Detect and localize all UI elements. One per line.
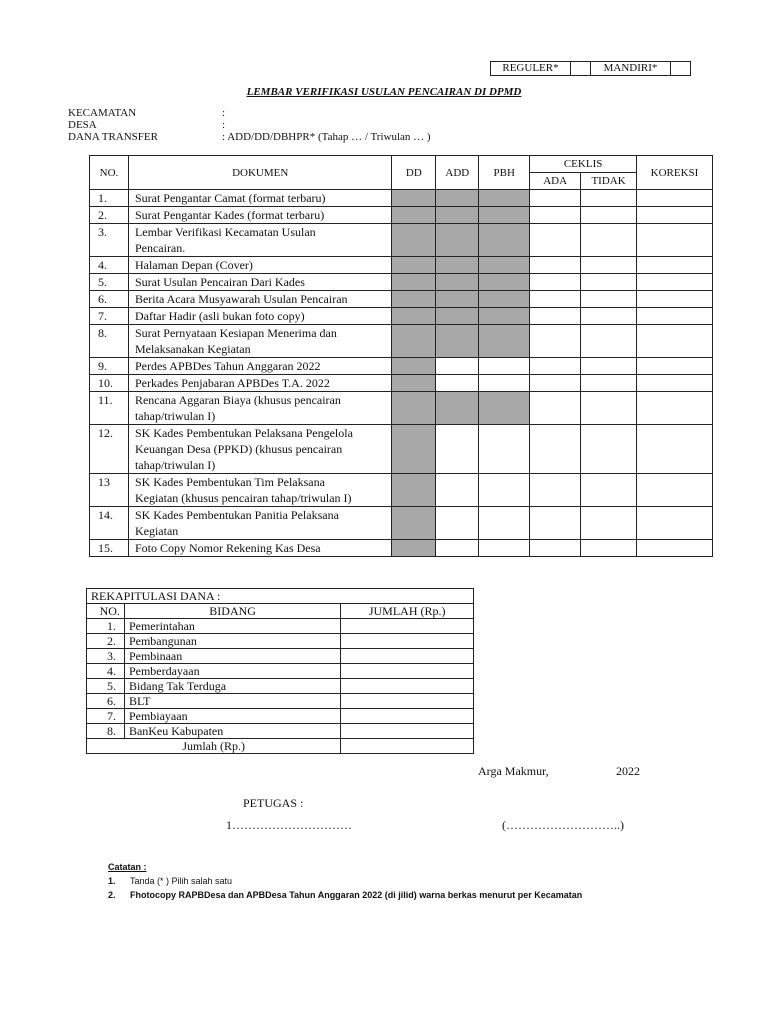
officer-label: PETUGAS : <box>243 796 304 810</box>
cell-ada[interactable] <box>530 392 581 425</box>
cell-tidak[interactable] <box>581 291 637 308</box>
document-line: Kegiatan <box>134 524 179 538</box>
verification-row <box>90 224 713 257</box>
row-document <box>128 392 391 425</box>
recap-jumlah[interactable] <box>341 679 474 694</box>
row-number: 14. <box>90 507 129 540</box>
document-line: SK Kades Pembentukan Panitia Pelaksana <box>134 508 339 522</box>
verification-row <box>90 274 713 291</box>
row-number: 4. <box>90 257 129 274</box>
document-line: Kegiatan (khusus pencairan tahap/triwulan I) <box>134 491 352 505</box>
recap-number: 3. <box>87 649 125 664</box>
verification-row <box>90 190 713 207</box>
signature-place: Arga Makmur, <box>478 764 549 778</box>
header-tidak: TIDAK <box>581 173 637 190</box>
note-number: 1. <box>108 876 116 886</box>
cell-dd <box>392 190 436 207</box>
recap-jumlah[interactable] <box>341 724 474 739</box>
cell-tidak[interactable] <box>581 392 637 425</box>
option-mandiri-label: MANDIRI* <box>591 62 671 76</box>
recap-number: 6. <box>87 694 125 709</box>
cell-dd <box>392 224 436 257</box>
document-line: Rencana Aggaran Biaya (khusus pencairan <box>134 393 341 407</box>
cell-ada[interactable] <box>530 325 581 358</box>
cell-add <box>436 274 479 291</box>
cell-pbh <box>479 291 530 308</box>
recap-row <box>87 664 474 679</box>
info-label-dana-transfer: DANA TRANSFER <box>68 131 158 143</box>
document-line: Halaman Depan (Cover) <box>134 258 253 272</box>
document-line: Surat Pernyataan Kesiapan Menerima dan <box>134 326 337 340</box>
note-item <box>108 874 582 888</box>
cell-pbh <box>479 325 530 358</box>
verification-row <box>90 325 713 358</box>
header-pbh: PBH <box>479 156 530 190</box>
cell-dd <box>392 507 436 540</box>
recap-bidang: Pembinaan <box>124 649 340 664</box>
header-koreksi: KOREKSI <box>637 156 713 190</box>
cell-koreksi[interactable] <box>637 425 713 474</box>
cell-dd <box>392 358 436 375</box>
row-number: 9. <box>90 358 129 375</box>
recap-number: 1. <box>87 619 125 634</box>
row-document <box>128 375 391 392</box>
cell-ada[interactable] <box>530 358 581 375</box>
cell-add <box>436 325 479 358</box>
row-document <box>128 274 391 291</box>
cell-dd <box>392 540 436 557</box>
verification-table <box>89 155 713 557</box>
cell-tidak[interactable] <box>581 425 637 474</box>
header-ada: ADA <box>530 173 581 190</box>
row-document <box>128 224 391 257</box>
row-document <box>128 308 391 325</box>
recap-table <box>86 588 474 754</box>
cell-add <box>436 308 479 325</box>
recap-bidang: Pembiayaan <box>124 709 340 724</box>
document-line: Melaksanakan Kegiatan <box>134 342 251 356</box>
document-line: Berita Acara Musyawarah Usulan Pencairan <box>134 292 348 306</box>
row-number: 13 <box>90 474 129 507</box>
cell-pbh <box>479 392 530 425</box>
cell-pbh[interactable] <box>479 507 530 540</box>
recap-number: 4. <box>87 664 125 679</box>
recap-jumlah[interactable] <box>341 664 474 679</box>
document-line: Foto Copy Nomor Rekening Kas Desa <box>134 541 321 555</box>
recap-bidang: Pemerintahan <box>124 619 340 634</box>
recap-header-no: NO. <box>87 604 125 619</box>
notes-section <box>108 860 582 902</box>
cell-tidak[interactable] <box>581 190 637 207</box>
cell-add[interactable] <box>436 474 479 507</box>
cell-koreksi[interactable] <box>637 507 713 540</box>
cell-pbh <box>479 308 530 325</box>
recap-jumlah[interactable] <box>341 709 474 724</box>
cell-dd <box>392 274 436 291</box>
verification-row <box>90 425 713 474</box>
row-document <box>128 474 391 507</box>
recap-rows <box>87 619 474 739</box>
document-line: tahap/triwulan I) <box>134 409 216 423</box>
recap-bidang: Pembangunan <box>124 634 340 649</box>
recap-number: 7. <box>87 709 125 724</box>
cell-dd <box>392 207 436 224</box>
option-reguler-label: REGULER* <box>491 62 571 76</box>
recap-bidang: Pemberdayaan <box>124 664 340 679</box>
cell-ada[interactable] <box>530 375 581 392</box>
cell-koreksi[interactable] <box>637 358 713 375</box>
cell-tidak[interactable] <box>581 540 637 557</box>
recap-header-jumlah: JUMLAH (Rp.) <box>341 604 474 619</box>
cell-ada[interactable] <box>530 291 581 308</box>
row-number: 11. <box>90 392 129 425</box>
recap-number: 5. <box>87 679 125 694</box>
cell-dd <box>392 325 436 358</box>
document-line: Daftar Hadir (asli bukan foto copy) <box>134 309 305 323</box>
cell-add[interactable] <box>436 425 479 474</box>
cell-add <box>436 224 479 257</box>
cell-pbh[interactable] <box>479 375 530 392</box>
cell-ada[interactable] <box>530 540 581 557</box>
document-line: Surat Pengantar Kades (format terbaru) <box>134 208 325 222</box>
cell-pbh[interactable] <box>479 540 530 557</box>
cell-add <box>436 291 479 308</box>
cell-add <box>436 392 479 425</box>
header-dd: DD <box>392 156 436 190</box>
document-title: LEMBAR VERIFIKASI USULAN PENCAIRAN DI DPMD <box>246 86 522 98</box>
row-document <box>128 325 391 358</box>
recap-row <box>87 724 474 739</box>
recap-row <box>87 634 474 649</box>
cell-koreksi[interactable] <box>637 392 713 425</box>
row-number: 7. <box>90 308 129 325</box>
cell-pbh[interactable] <box>479 358 530 375</box>
cell-dd <box>392 392 436 425</box>
row-document <box>128 358 391 375</box>
row-document <box>128 291 391 308</box>
option-boxes <box>490 61 691 76</box>
recap-number: 8. <box>87 724 125 739</box>
row-document <box>128 507 391 540</box>
cell-tidak[interactable] <box>581 308 637 325</box>
notes-title: Catatan : <box>108 862 147 872</box>
cell-tidak[interactable] <box>581 257 637 274</box>
document-line: Pencairan. <box>134 241 186 255</box>
document-line: Surat Usulan Pencairan Dari Kades <box>134 275 305 289</box>
cell-dd <box>392 474 436 507</box>
recap-jumlah[interactable] <box>341 649 474 664</box>
recap-row <box>87 694 474 709</box>
cell-koreksi[interactable] <box>637 325 713 358</box>
cell-tidak[interactable] <box>581 224 637 257</box>
cell-tidak[interactable] <box>581 274 637 291</box>
row-document <box>128 207 391 224</box>
info-value-kecamatan: : <box>222 107 226 119</box>
cell-pbh <box>479 257 530 274</box>
cell-koreksi[interactable] <box>637 291 713 308</box>
document-line: tahap/triwulan I) <box>134 458 216 472</box>
cell-ada[interactable] <box>530 274 581 291</box>
cell-add <box>436 190 479 207</box>
cell-tidak[interactable] <box>581 507 637 540</box>
info-label-kecamatan: KECAMATAN <box>68 107 137 119</box>
cell-dd <box>392 375 436 392</box>
row-document <box>128 257 391 274</box>
header-no: NO. <box>90 156 129 190</box>
cell-koreksi[interactable] <box>637 474 713 507</box>
option-mandiri-box[interactable] <box>671 62 691 76</box>
row-document <box>128 540 391 557</box>
info-value-desa: : <box>222 119 226 131</box>
cell-dd <box>392 257 436 274</box>
cell-pbh[interactable] <box>479 474 530 507</box>
signature-line-2: (………………………..) <box>502 818 624 832</box>
cell-tidak[interactable] <box>581 358 637 375</box>
cell-dd <box>392 308 436 325</box>
verification-row <box>90 507 713 540</box>
cell-add[interactable] <box>436 358 479 375</box>
cell-koreksi[interactable] <box>637 375 713 392</box>
row-number: 12. <box>90 425 129 474</box>
recap-number: 2. <box>87 634 125 649</box>
cell-koreksi[interactable] <box>637 224 713 257</box>
cell-dd <box>392 291 436 308</box>
verification-row <box>90 392 713 425</box>
info-value-dana-transfer: : ADD/DD/DBHPR* (Tahap … / Triwulan … ) <box>222 131 431 143</box>
cell-koreksi[interactable] <box>637 274 713 291</box>
cell-pbh <box>479 274 530 291</box>
recap-title: REKAPITULASI DANA : <box>87 589 474 604</box>
recap-row <box>87 649 474 664</box>
document-line: SK Kades Pembentukan Pelaksana Pengelola <box>134 426 353 440</box>
note-text: Tanda (* ) Pilih salah satu <box>130 876 233 886</box>
document-line: Perdes APBDes Tahun Anggaran 2022 <box>134 359 321 373</box>
recap-row <box>87 619 474 634</box>
verification-row <box>90 257 713 274</box>
recap-header-bidang: BIDANG <box>124 604 340 619</box>
cell-tidak[interactable] <box>581 375 637 392</box>
cell-koreksi[interactable] <box>637 257 713 274</box>
document-line: SK Kades Pembentukan Tim Pelaksana <box>134 475 325 489</box>
cell-add[interactable] <box>436 375 479 392</box>
cell-tidak[interactable] <box>581 207 637 224</box>
row-number: 3. <box>90 224 129 257</box>
verification-row <box>90 207 713 224</box>
signature-year: 2022 <box>616 764 640 778</box>
cell-ada[interactable] <box>530 190 581 207</box>
cell-koreksi[interactable] <box>637 190 713 207</box>
row-document <box>128 190 391 207</box>
header-ceklis: CEKLIS <box>530 156 637 173</box>
row-number: 15. <box>90 540 129 557</box>
verification-row <box>90 308 713 325</box>
cell-ada[interactable] <box>530 207 581 224</box>
cell-koreksi[interactable] <box>637 540 713 557</box>
verification-row <box>90 358 713 375</box>
recap-bidang: BanKeu Kabupaten <box>124 724 340 739</box>
recap-bidang: Bidang Tak Terduga <box>124 679 340 694</box>
cell-add[interactable] <box>436 540 479 557</box>
option-reguler-box[interactable] <box>571 62 591 76</box>
cell-add <box>436 207 479 224</box>
recap-row <box>87 679 474 694</box>
note-number: 2. <box>108 890 116 900</box>
cell-pbh[interactable] <box>479 425 530 474</box>
cell-ada[interactable] <box>530 507 581 540</box>
recap-row <box>87 709 474 724</box>
cell-ada[interactable] <box>530 308 581 325</box>
signature-line-1: 1………………………… <box>226 818 352 832</box>
note-text: Fhotocopy RAPBDesa dan APBDesa Tahun Anggaran 2022 (di jilid) warna berkas menurut per Kecamatan <box>130 890 583 900</box>
cell-add[interactable] <box>436 507 479 540</box>
recap-bidang: BLT <box>124 694 340 709</box>
recap-jumlah[interactable] <box>341 619 474 634</box>
note-item <box>108 888 582 902</box>
row-number: 5. <box>90 274 129 291</box>
verification-rows <box>90 190 713 557</box>
header-add: ADD <box>436 156 479 190</box>
info-label-desa: DESA <box>68 119 97 131</box>
verification-row <box>90 291 713 308</box>
cell-tidak[interactable] <box>581 474 637 507</box>
document-line: Keuangan Desa (PPKD) (khusus pencairan <box>134 442 343 456</box>
cell-pbh <box>479 190 530 207</box>
row-number: 2. <box>90 207 129 224</box>
cell-ada[interactable] <box>530 224 581 257</box>
row-number: 1. <box>90 190 129 207</box>
verification-row <box>90 474 713 507</box>
cell-koreksi[interactable] <box>637 308 713 325</box>
recap-jumlah[interactable] <box>341 634 474 649</box>
cell-ada[interactable] <box>530 257 581 274</box>
recap-total-label: Jumlah (Rp.) <box>87 739 341 754</box>
document-line: Perkades Penjabaran APBDes T.A. 2022 <box>134 376 330 390</box>
cell-add <box>436 257 479 274</box>
cell-pbh <box>479 207 530 224</box>
cell-tidak[interactable] <box>581 325 637 358</box>
cell-dd <box>392 425 436 474</box>
verification-row <box>90 375 713 392</box>
cell-pbh <box>479 224 530 257</box>
row-document <box>128 425 391 474</box>
row-number: 8. <box>90 325 129 358</box>
row-number: 6. <box>90 291 129 308</box>
cell-koreksi[interactable] <box>637 207 713 224</box>
row-number: 10. <box>90 375 129 392</box>
recap-jumlah[interactable] <box>341 694 474 709</box>
verification-row <box>90 540 713 557</box>
document-line: Lembar Verifikasi Kecamatan Usulan <box>134 225 316 239</box>
header-dokumen: DOKUMEN <box>128 156 391 190</box>
cell-ada[interactable] <box>530 425 581 474</box>
document-line: Surat Pengantar Camat (format terbaru) <box>134 191 326 205</box>
recap-total-value[interactable] <box>341 739 474 754</box>
cell-ada[interactable] <box>530 474 581 507</box>
